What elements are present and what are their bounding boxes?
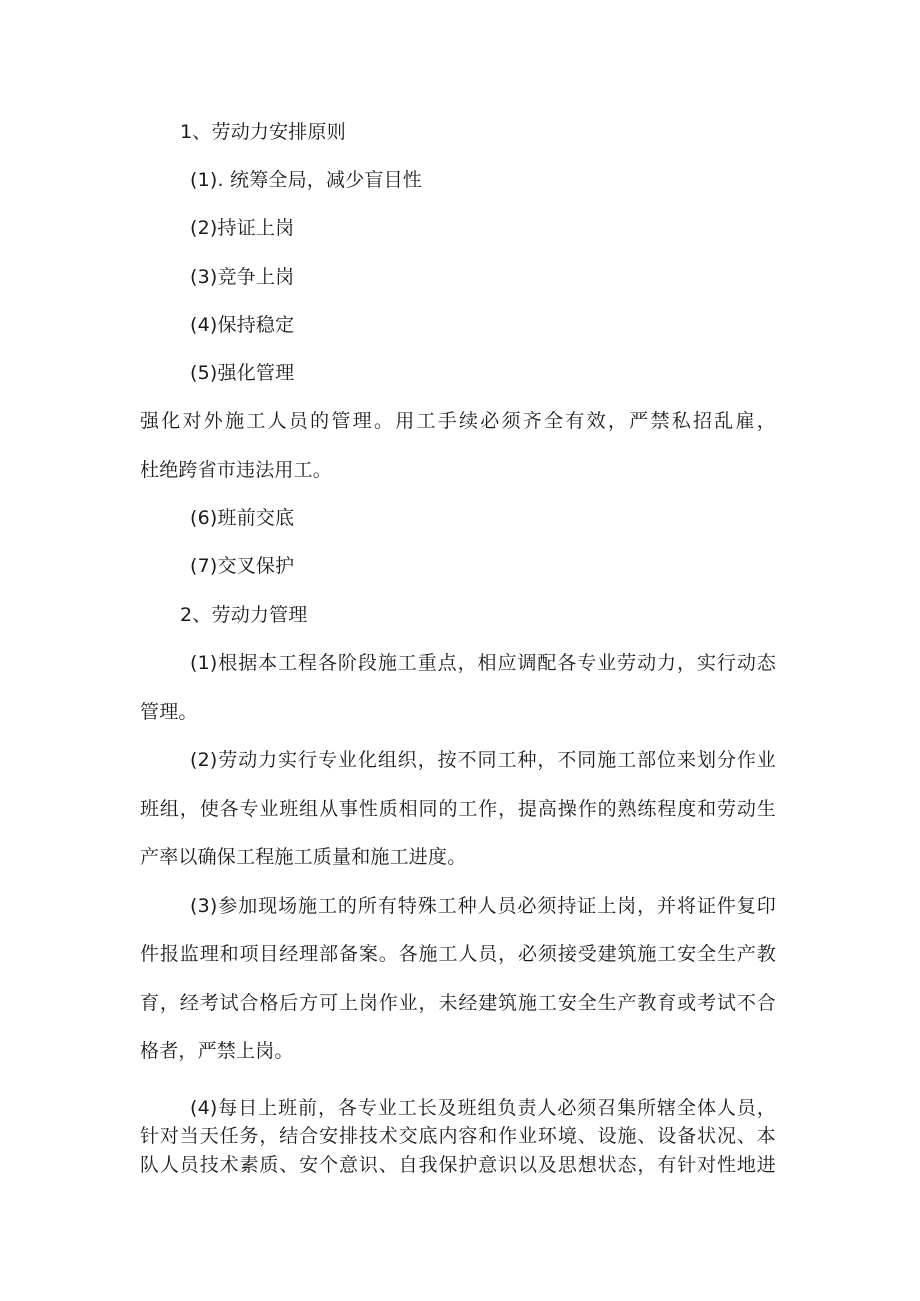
paragraph-line: (2)劳动力实行专业化组织，按不同工种，不同施工部位来划分作业 [190,749,776,771]
list-item: (6)班前交底 [190,507,295,529]
list-item: (4)保持稳定 [190,314,295,336]
list-item: (5)强化管理 [190,362,295,384]
paragraph-line: 队人员技术素质、安个意识、自我保护意识以及思想状态，有针对性地进 [140,1154,776,1176]
paragraph-line: 强化对外施工人员的管理。用工手续必须齐全有效，严禁私招乱雇， [140,410,776,432]
section-heading-1: 1、劳动力安排原则 [180,121,346,143]
list-item: (1). 统筹全局，减少盲目性 [190,169,422,191]
paragraph-line: 杜绝跨省市违法用工。 [140,459,333,481]
paragraph-line: 格者，严禁上岗。 [140,1040,294,1062]
list-item: (3)竞争上岗 [190,266,295,288]
list-item: (2)持证上岗 [190,217,295,239]
paragraph-line: 件报监理和项目经理部备案。各施工人员，必须接受建筑施工安全生产教 [140,943,776,965]
paragraph-line: 育，经考试合格后方可上岗作业，未经建筑施工安全生产教育或考试不合 [140,992,776,1014]
section-heading-2: 2、劳动力管理 [180,604,308,626]
paragraph-line: 针对当天任务，结合安排技术交底内容和作业环境、设施、设备状况、本 [140,1125,776,1147]
paragraph-line: (4)每日上班前，各专业工长及班组负责人必须召集所辖全体人员， [190,1097,776,1119]
paragraph-line: (3)参加现场施工的所有特殊工种人员必须持证上岗，并将证件复印 [190,895,776,917]
paragraph-line: 产率以确保工程施工质量和施工进度。 [140,846,467,868]
paragraph-line: (1)根据本工程各阶段施工重点，相应调配各专业劳动力，实行动态 [190,652,776,674]
list-item: (7)交叉保护 [190,555,295,577]
paragraph-line: 班组，使各专业班组从事性质相同的工作，提高操作的熟练程度和劳动生 [140,798,776,820]
paragraph-line: 管理。 [140,701,198,723]
